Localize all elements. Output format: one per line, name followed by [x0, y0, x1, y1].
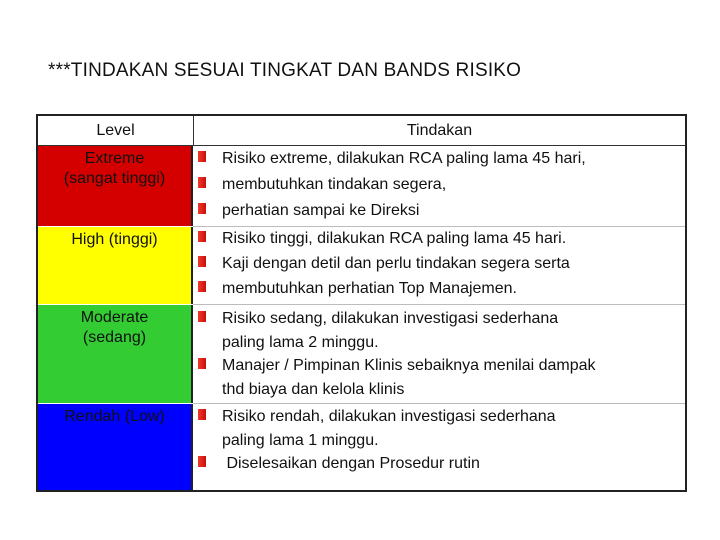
- level-cell-high: [38, 227, 193, 304]
- level-sublabel: (sedang): [82, 329, 147, 346]
- level-cell-moderate: [38, 305, 193, 403]
- square-bullet-icon: [198, 231, 206, 242]
- square-bullet-icon: [198, 203, 206, 214]
- level-label: Moderate: [80, 309, 149, 326]
- square-bullet-icon: [198, 281, 206, 292]
- risk-table: Level Tindakan Extreme (sangat tinggi) Risiko extreme, dilakukan RCA paling lama 45 hari, membutuhkan tindakan segera, perhatian sampai ke Direksi High (tinggi) Risiko tinggi, dilakukan RCA paling lama 45 hari. Kaji dengan detil dan perlu tindakan segera serta membutuhkan perhatian Top Manajemen. Moderate (sedang) Risiko sedang, dilakukan investigasi sederhana paling lama 2 minggu. Manajer / Pimpinan Klinis sebaiknya menilai dampak thd biaya dan kelola klinis Rendah (Low) Risiko rendah, dilakukan investigasi sederhana paling lama 1 minggu. Diselesaikan dengan Prosedur rutin: [36, 114, 687, 492]
- level-sublabel: (sangat tinggi): [63, 170, 166, 187]
- row-divider: [193, 403, 685, 404]
- square-bullet-icon: [198, 311, 206, 322]
- level-label: Extreme: [84, 150, 145, 167]
- column-header-tindakan: Tindakan: [406, 122, 473, 139]
- level-cell-extreme: [38, 146, 193, 226]
- row-divider: [193, 304, 685, 305]
- page-title: ***TINDAKAN SESUAI TINGKAT DAN BANDS RISIKO: [48, 60, 522, 81]
- level-label: Rendah (Low): [64, 408, 165, 425]
- square-bullet-icon: [198, 358, 206, 369]
- square-bullet-icon: [198, 409, 206, 420]
- square-bullet-icon: [198, 256, 206, 267]
- column-header-level: Level: [38, 116, 194, 145]
- level-label: High (tinggi): [71, 231, 158, 248]
- square-bullet-icon: [198, 456, 206, 467]
- level-cell-low: [38, 404, 193, 490]
- square-bullet-icon: [198, 151, 206, 162]
- square-bullet-icon: [198, 177, 206, 188]
